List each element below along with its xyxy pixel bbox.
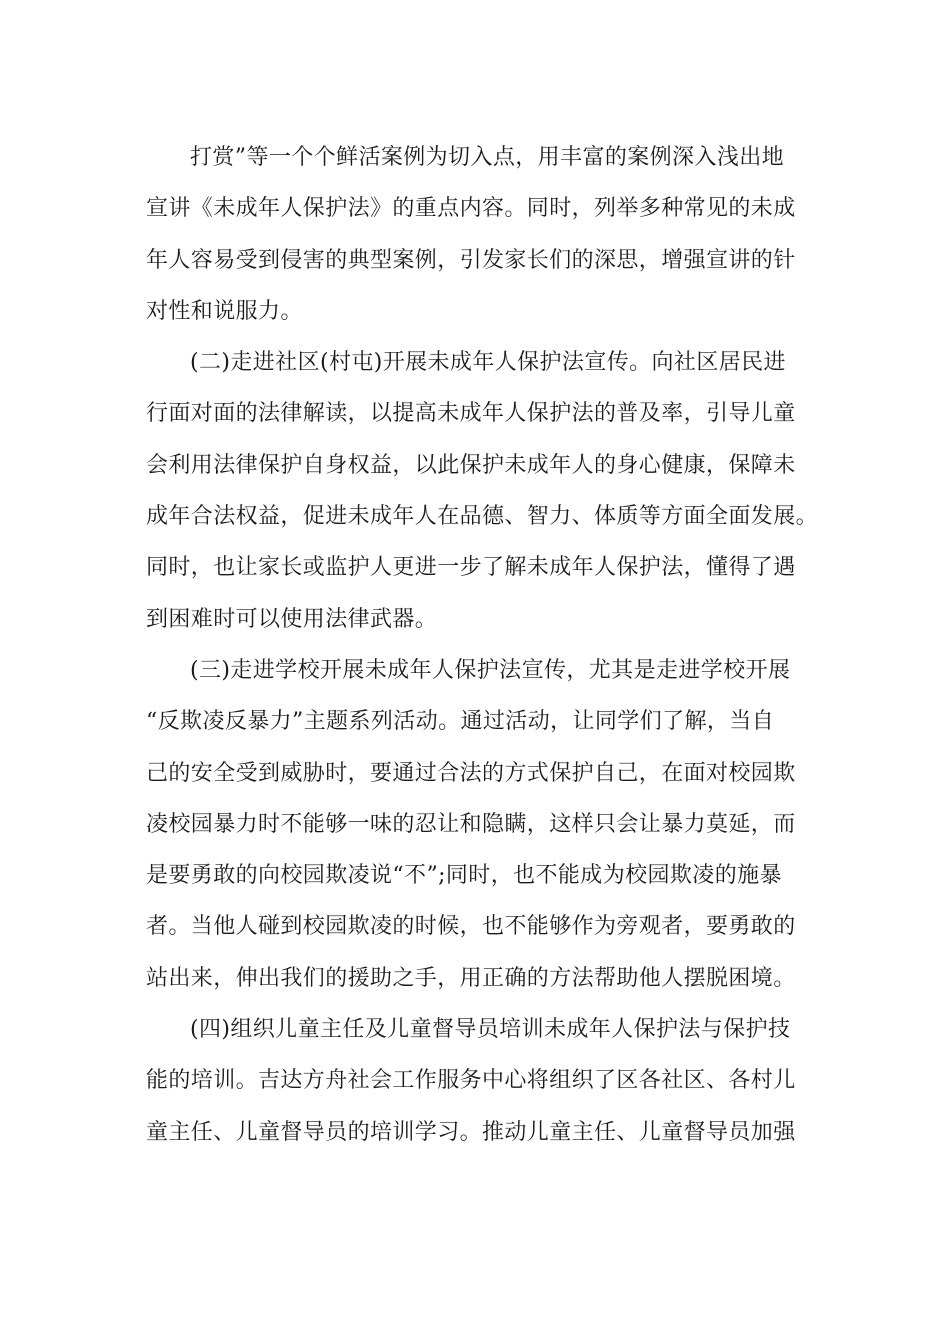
paragraph-3	[146, 645, 806, 1004]
text-line: (四)组织儿童主任及儿童督导员培训未成年人保护法与保护技	[190, 1017, 791, 1043]
text-line: 宣讲《未成年人保护法》的重点内容。同时，列举多种常见的未成	[146, 196, 796, 222]
paragraph-2	[146, 337, 819, 645]
text-line: 者。当他人碰到校园欺凌的时候，也不能够作为旁观者，要勇敢的	[146, 914, 796, 940]
text-line: 到困难时可以使用法律武器。	[146, 606, 438, 632]
text-line: 童主任、儿童督导员的培训学习。推动儿童主任、儿童督导员加强	[146, 1119, 796, 1145]
text-line: (三)走进学校开展未成年人保护法宣传，尤其是走进学校开展	[190, 657, 791, 683]
text-line: 凌校园暴力时不能够一味的忍让和隐瞒，这样只会让暴力莫延，而	[146, 811, 796, 837]
text-line: 年人容易受到侵害的典型案例，引发家长们的深思，增强宣讲的针	[146, 247, 796, 273]
text-line: 己的安全受到威胁时，要通过合法的方式保护自己，在面对校园欺	[146, 760, 796, 786]
document-body	[146, 132, 819, 1158]
paragraph-1	[146, 132, 806, 337]
text-line: 站出来，伸出我们的援助之手，用正确的方法帮助他人摆脱困境。	[146, 965, 796, 991]
text-line: 成年合法权益，促进未成年人在品德、智力、体质等方面全面发展。	[146, 504, 819, 530]
text-line: 是要勇敢的向校园欺凌说“不”;同时，也不能成为校园欺凌的施暴	[146, 863, 782, 889]
text-line: 会利用法律保护自身权益，以此保护未成年人的身心健康，保障未	[146, 452, 796, 478]
text-line: (二)走进社区(村屯)开展未成年人保护法宣传。向社区居民进	[190, 350, 786, 376]
text-line: “反欺凌反暴力”主题系列活动。通过活动，让同学们了解，当自	[146, 709, 775, 735]
text-line: 对性和说服力。	[146, 298, 303, 324]
text-line: 能的培训。吉达方舟社会工作服务中心将组织了区各社区、各村儿	[146, 1068, 796, 1094]
text-line: 打赏”等一个个鲜活案例为切入点，用丰富的案例深入浅出地	[190, 145, 785, 170]
text-line: 行面对面的法律解读，以提高未成年人保护法的普及率，引导儿童	[146, 401, 796, 427]
text-line: 同时，也让家长或监护人更进一步了解未成年人保护法，懂得了遇	[146, 555, 796, 581]
paragraph-4	[146, 1004, 806, 1158]
